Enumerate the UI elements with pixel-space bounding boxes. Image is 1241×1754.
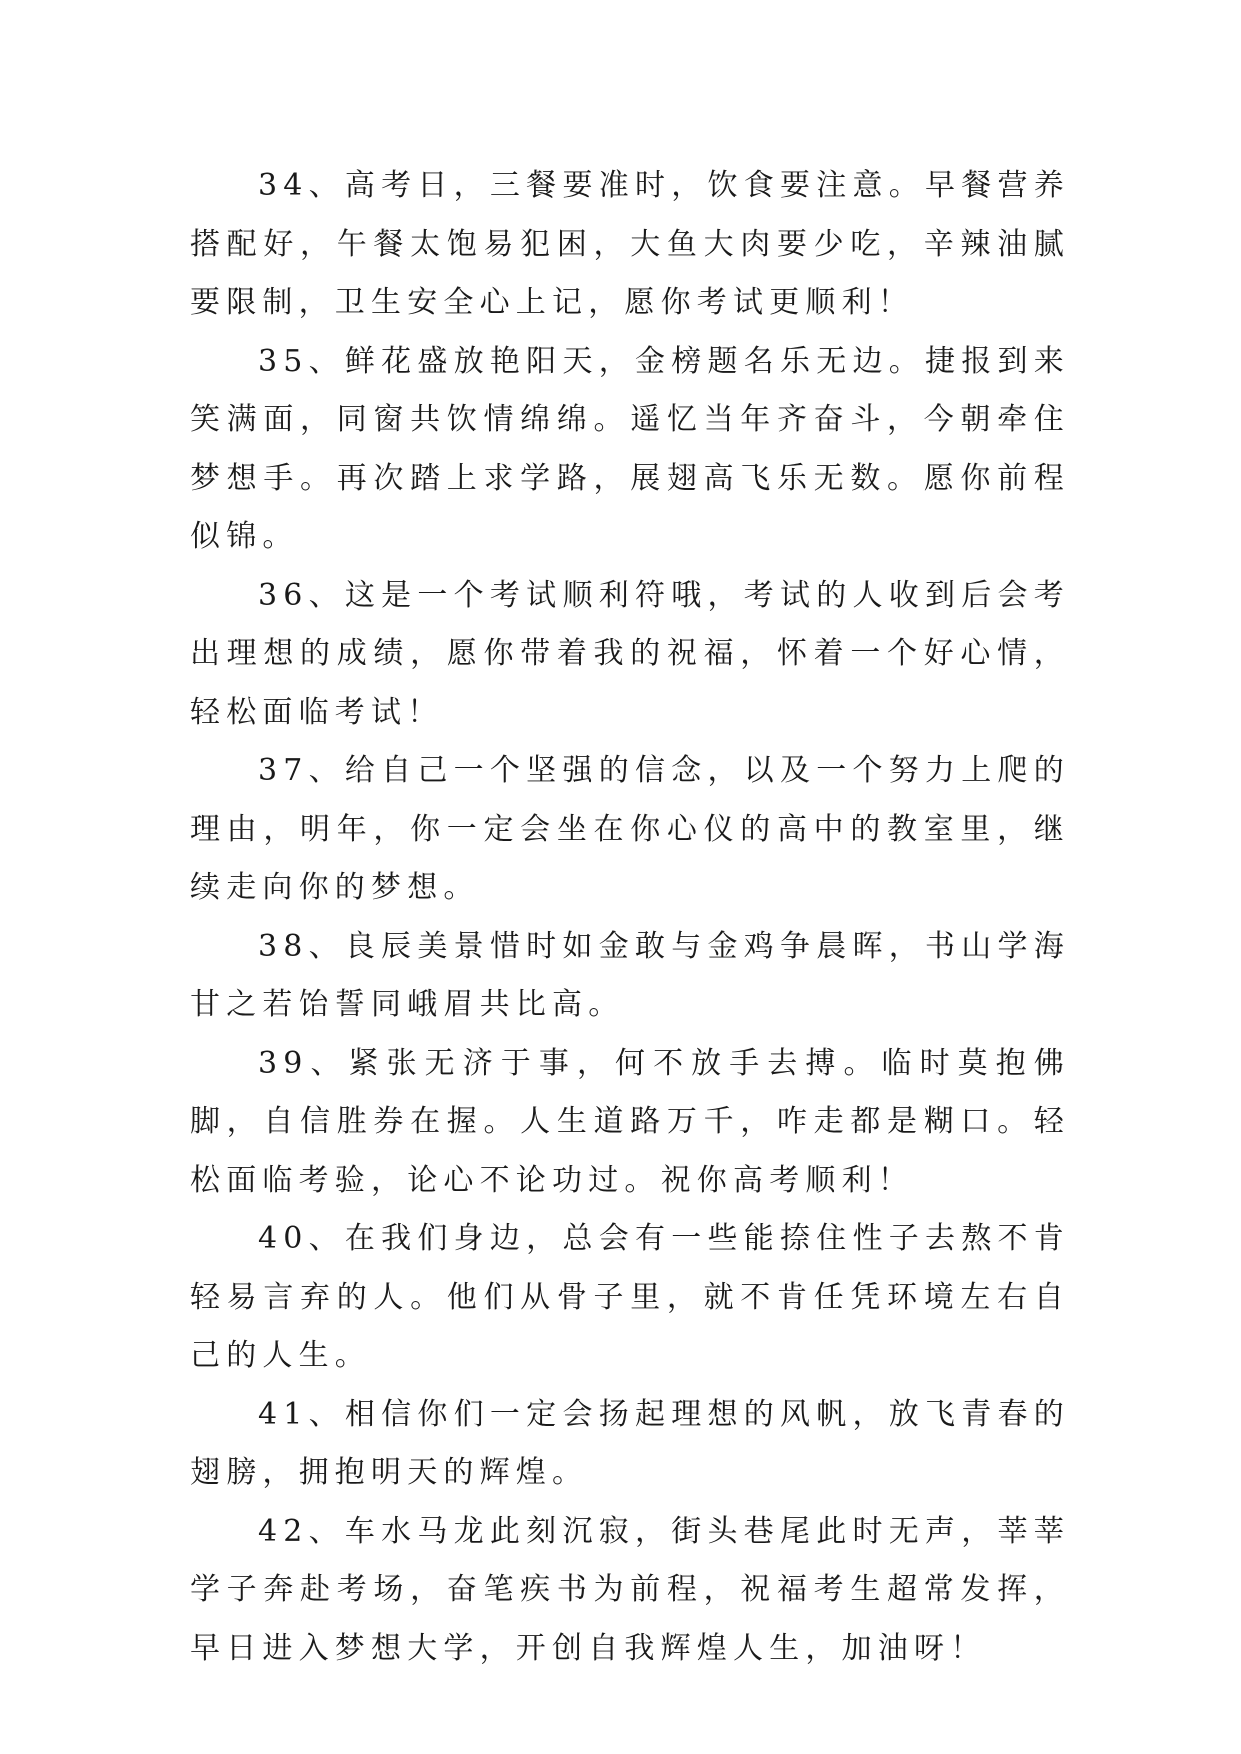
document-body <box>190 157 1070 1678</box>
paragraph-40: 40、在我们身边，总会有一些能捺住性子去熬不肯轻易言弃的人。他们从骨子里，就不肯任凭环境左右自己的人生。 <box>190 1221 1070 1373</box>
paragraph-42: 42、车水马龙此刻沉寂，街头巷尾此时无声，莘莘学子奔赴考场，奋笔疾书为前程，祝福考生超常发挥，早日进入梦想大学，开创自我辉煌人生，加油呀！ <box>190 1513 1070 1666</box>
paragraph-34: 34、高考日，三餐要准时，饮食要注意。早餐营养搭配好，午餐太饱易犯困，大鱼大肉要少吃，辛辣油腻要限制，卫生安全心上记，愿你考试更顺利！ <box>190 168 1070 320</box>
paragraph-37: 37、给自己一个坚强的信念，以及一个努力上爬的理由，明年，你一定会坐在你心仪的高中的教室里，继续走向你的梦想。 <box>190 753 1070 905</box>
paragraph-38: 38、良辰美景惜时如金敢与金鸡争晨晖，书山学海甘之若饴誓同峨眉共比高。 <box>190 928 1070 1022</box>
paragraph-39: 39、紧张无济于事，何不放手去搏。临时莫抱佛脚，自信胜券在握。人生道路万千，咋走都是糊口。轻松面临考验，论心不论功过。祝你高考顺利！ <box>190 1045 1070 1198</box>
paragraph-36: 36、这是一个考试顺利符哦，考试的人收到后会考出理想的成绩，愿你带着我的祝福，怀着一个好心情，轻松面临考试！ <box>190 577 1070 730</box>
paragraph-35: 35、鲜花盛放艳阳天，金榜题名乐无边。捷报到来笑满面，同窗共饮情绵绵。遥忆当年齐奋斗，今朝牵住梦想手。再次踏上求学路，展翅高飞乐无数。愿你前程似锦。 <box>190 343 1070 554</box>
paragraph-41: 41、相信你们一定会扬起理想的风帆，放飞青春的翅膀，拥抱明天的辉煌。 <box>190 1396 1070 1490</box>
